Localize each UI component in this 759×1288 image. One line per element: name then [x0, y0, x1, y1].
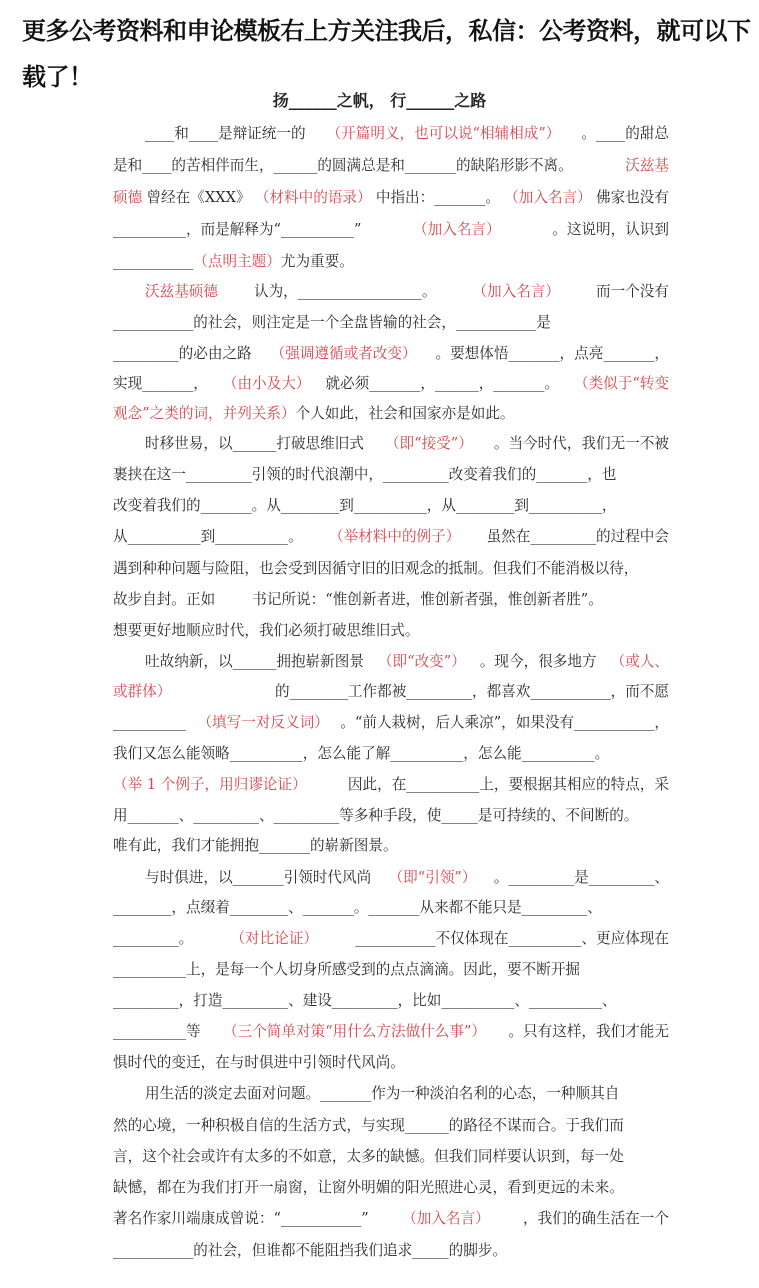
- annotation-hint: （由小及大）: [222, 375, 311, 392]
- paragraph-5-line: [113, 897, 669, 919]
- body-text: 中指出：_______。: [375, 189, 500, 206]
- annotation-hint: （加入名言）: [413, 221, 501, 238]
- annotation-hint: （强调遵循或者改变）: [270, 345, 417, 362]
- body-text: 。_________是_________、: [493, 869, 669, 886]
- body-text: 实现_______，: [113, 375, 208, 392]
- annotation-hint: （对比论证）: [230, 930, 319, 947]
- paragraph-2-line: [113, 281, 669, 303]
- body-text: __________上，是每一个人切身所感受到的点点滴滴。因此，要不断开掘: [113, 961, 581, 978]
- body-text: 曾经在《XXX》: [146, 189, 251, 206]
- annotation-hint: （三个简单对策“用什么方法做什么事”）: [223, 1023, 487, 1040]
- paragraph-5-line: [113, 959, 669, 981]
- body-text: ___________不仅体现在__________、更应体现在: [355, 930, 669, 947]
- body-text: 个人如此，社会和国家亦是如此。: [295, 405, 515, 422]
- annotation-hint: 沃兹基: [625, 157, 669, 174]
- annotation-hint: （类似于“转变: [573, 375, 669, 392]
- paragraph-3-line: [113, 464, 669, 486]
- body-text: 。当今时代，我们无一不被: [493, 435, 669, 452]
- body-text: __________等: [113, 1023, 201, 1040]
- paragraph-6-line: [113, 1177, 669, 1199]
- body-text: 的________工作都被_________，都喜欢___________，而不愿: [274, 683, 669, 700]
- body-text: 著名作家川端康成曾说：“___________”: [113, 1210, 369, 1227]
- paragraph-4-line: [113, 712, 669, 734]
- paragraph-4-line: [113, 805, 669, 827]
- body-text: 故步自封。正如 书记所说：“惟创新者进，惟创新者强，惟创新者胜”。: [113, 591, 603, 608]
- body-text: ___________的社会，则注定是一个全盘皆输的社会，___________是: [113, 314, 551, 331]
- paragraph-3-line: [113, 558, 669, 580]
- paragraph-3-line: [113, 589, 669, 611]
- paragraph-2-line: [113, 312, 669, 334]
- paragraph-3-line: [113, 620, 669, 642]
- annotation-hint: 或群体）: [113, 683, 172, 700]
- body-text: 裹挟在这一_________引领的时代浪潮中，_________改变着我们的_______，也: [113, 466, 617, 483]
- annotation-hint: （点明主题）: [193, 253, 281, 270]
- paragraph-4-line: [113, 743, 669, 765]
- body-text: 佛家也没有: [596, 189, 669, 206]
- annotation-hint: （加入名言）: [472, 283, 560, 300]
- paragraph-1-line: [113, 155, 669, 177]
- body-text: 是和____的苦相伴而生，______的圆满总是和_______的缺陷形影不离。: [113, 157, 573, 174]
- annotation-hint: 观念”之类的词，并列关系）: [113, 405, 296, 422]
- paragraph-4-line: [113, 774, 669, 796]
- body-text: 用_______、_________、_________等多种手段，使_____是可持续的、不间断的。: [113, 807, 639, 824]
- paragraph-5-line: [113, 1052, 669, 1074]
- annotation-hint: （即“接受”）: [384, 435, 473, 452]
- body-text: ____和____是辩证统一的: [145, 125, 306, 142]
- body-text: 想要更好地顺应时代，我们必须打破思维旧式。: [113, 622, 420, 639]
- body-text: 因此，在__________上，要根据其相应的特点，采: [347, 776, 669, 793]
- body-text: 。“前人栽树，后人乘凉”，如果没有___________，: [340, 714, 669, 731]
- body-text: _________的必由之路: [113, 345, 252, 362]
- paragraph-5-line: [113, 867, 669, 889]
- body-text: 与时俱进，以_______引领时代风尚: [145, 869, 372, 886]
- annotation-hint: （即“引领”）: [388, 869, 477, 886]
- paragraph-4-line: [113, 651, 669, 673]
- annotation-hint: （加入名言）: [402, 1210, 490, 1227]
- body-text: ___________的社会，但谁都不能阻挡我们追求_____的脚步。: [113, 1242, 508, 1259]
- paragraph-2-line: [113, 403, 669, 425]
- body-text: 吐故纳新，以______拥抱崭新图景: [145, 653, 364, 670]
- body-text: 。____的甜总: [581, 125, 669, 142]
- paragraph-4-line: [113, 681, 669, 703]
- paragraph-3-line: [113, 526, 669, 548]
- promo-banner: 更多公考资料和申论模板右上方关注我后，私信：公考资料，就可以下载了！: [22, 17, 751, 91]
- annotation-hint: （举 1 个例子，用归谬论证）: [113, 776, 307, 793]
- body-text: 惧时代的变迁，在与时俱进中引领时代风尚。: [113, 1054, 405, 1071]
- paragraph-1-line: [113, 251, 669, 273]
- document-title: 扬______之帆， 行______之路: [272, 91, 487, 110]
- body-text: ________，点缀着________、_______。_______从来都不能只是_________、: [113, 899, 602, 916]
- body-text: 就必须_______，______，_______。: [325, 375, 559, 392]
- paragraph-2-line: [113, 373, 669, 395]
- paragraph-6-line: [113, 1083, 669, 1105]
- body-text: 。现今，很多地方: [479, 653, 597, 670]
- body-text: 。要想体悟_______，点亮_______，: [435, 345, 669, 362]
- paragraph-6-line: [113, 1115, 669, 1137]
- annotation-hint: （加入名言）: [504, 189, 592, 206]
- paragraph-4-line: [113, 835, 669, 857]
- body-text: 言，这个社会或许有太多的不如意，太多的缺憾。但我们同样要认识到，每一处: [113, 1148, 624, 1165]
- body-text: 认为，_________________。: [253, 283, 437, 300]
- paragraph-6-line: [113, 1146, 669, 1168]
- body-text: ，我们的确生活在一个: [523, 1210, 669, 1227]
- paragraph-1-line: [113, 187, 669, 209]
- paragraph-3-line: [113, 433, 669, 455]
- paragraph-1-line: [113, 123, 669, 145]
- body-text: 而一个没有: [596, 283, 669, 300]
- body-text: 遇到种种问题与险阻，也会受到因循守旧的旧观念的抵制。但我们不能消极以待，: [113, 560, 639, 577]
- paragraph-3-line: [113, 495, 669, 517]
- body-text: __________，而是解释为“__________”: [113, 221, 362, 238]
- body-text: 虽然在_________的过程中会: [486, 528, 669, 545]
- annotation-hint: （材料中的语录）: [254, 189, 372, 206]
- paragraph-2-line: [113, 343, 669, 365]
- annotation-hint: 沃兹基硕德: [145, 283, 218, 300]
- body-text: 。只有这样，我们才能无: [508, 1023, 669, 1040]
- body-text: 唯有此，我们才能拥抱_______的崭新图景。: [113, 837, 398, 854]
- body-text: ___________: [113, 253, 194, 270]
- annotation-hint: （即“改变”）: [377, 653, 466, 670]
- body-text: 从__________到__________。: [113, 528, 303, 545]
- paragraph-1-line: [113, 219, 669, 241]
- body-text: 尤为重要。: [280, 253, 354, 270]
- body-text: 。这说明，认识到: [552, 221, 669, 238]
- body-text: 缺憾，都在为我们打开一扇窗，让窗外明媚的阳光照进心灵，看到更远的未来。: [113, 1179, 624, 1196]
- annotation-hint: （开篇明义，也可以说“相辅相成”）: [326, 125, 561, 142]
- paragraph-5-line: [113, 1021, 669, 1043]
- paragraph-6-line: [113, 1208, 669, 1230]
- body-text: 我们又怎么能领略__________，怎么能了解__________，怎么能__________。: [113, 745, 610, 762]
- annotation-hint: （举材料中的例子）: [328, 528, 461, 545]
- paragraph-6-line: [113, 1240, 669, 1262]
- body-text: 用生活的淡定去面对问题。_______作为一种淡泊名利的心态，一种顺其自: [145, 1085, 620, 1102]
- annotation-hint: （填写一对反义词）: [197, 714, 329, 731]
- paragraph-5-line: [113, 928, 669, 950]
- annotation-hint: 硕德: [113, 189, 143, 206]
- body-text: 然的心境，一种积极自信的生活方式，与实现______的路径不谋而合。于我们而: [113, 1117, 624, 1134]
- body-text: 时移世易，以______打破思维旧式: [145, 435, 364, 452]
- body-text: __________: [113, 714, 186, 731]
- annotation-hint: （或人、: [610, 653, 669, 670]
- paragraph-5-line: [113, 990, 669, 1012]
- body-text: _________，打造_________、建设_________，比如__________、__________、: [113, 992, 617, 1009]
- body-text: _________。: [113, 930, 194, 947]
- body-text: 改变着我们的_______。从________到__________，从________到__________，: [113, 497, 617, 514]
